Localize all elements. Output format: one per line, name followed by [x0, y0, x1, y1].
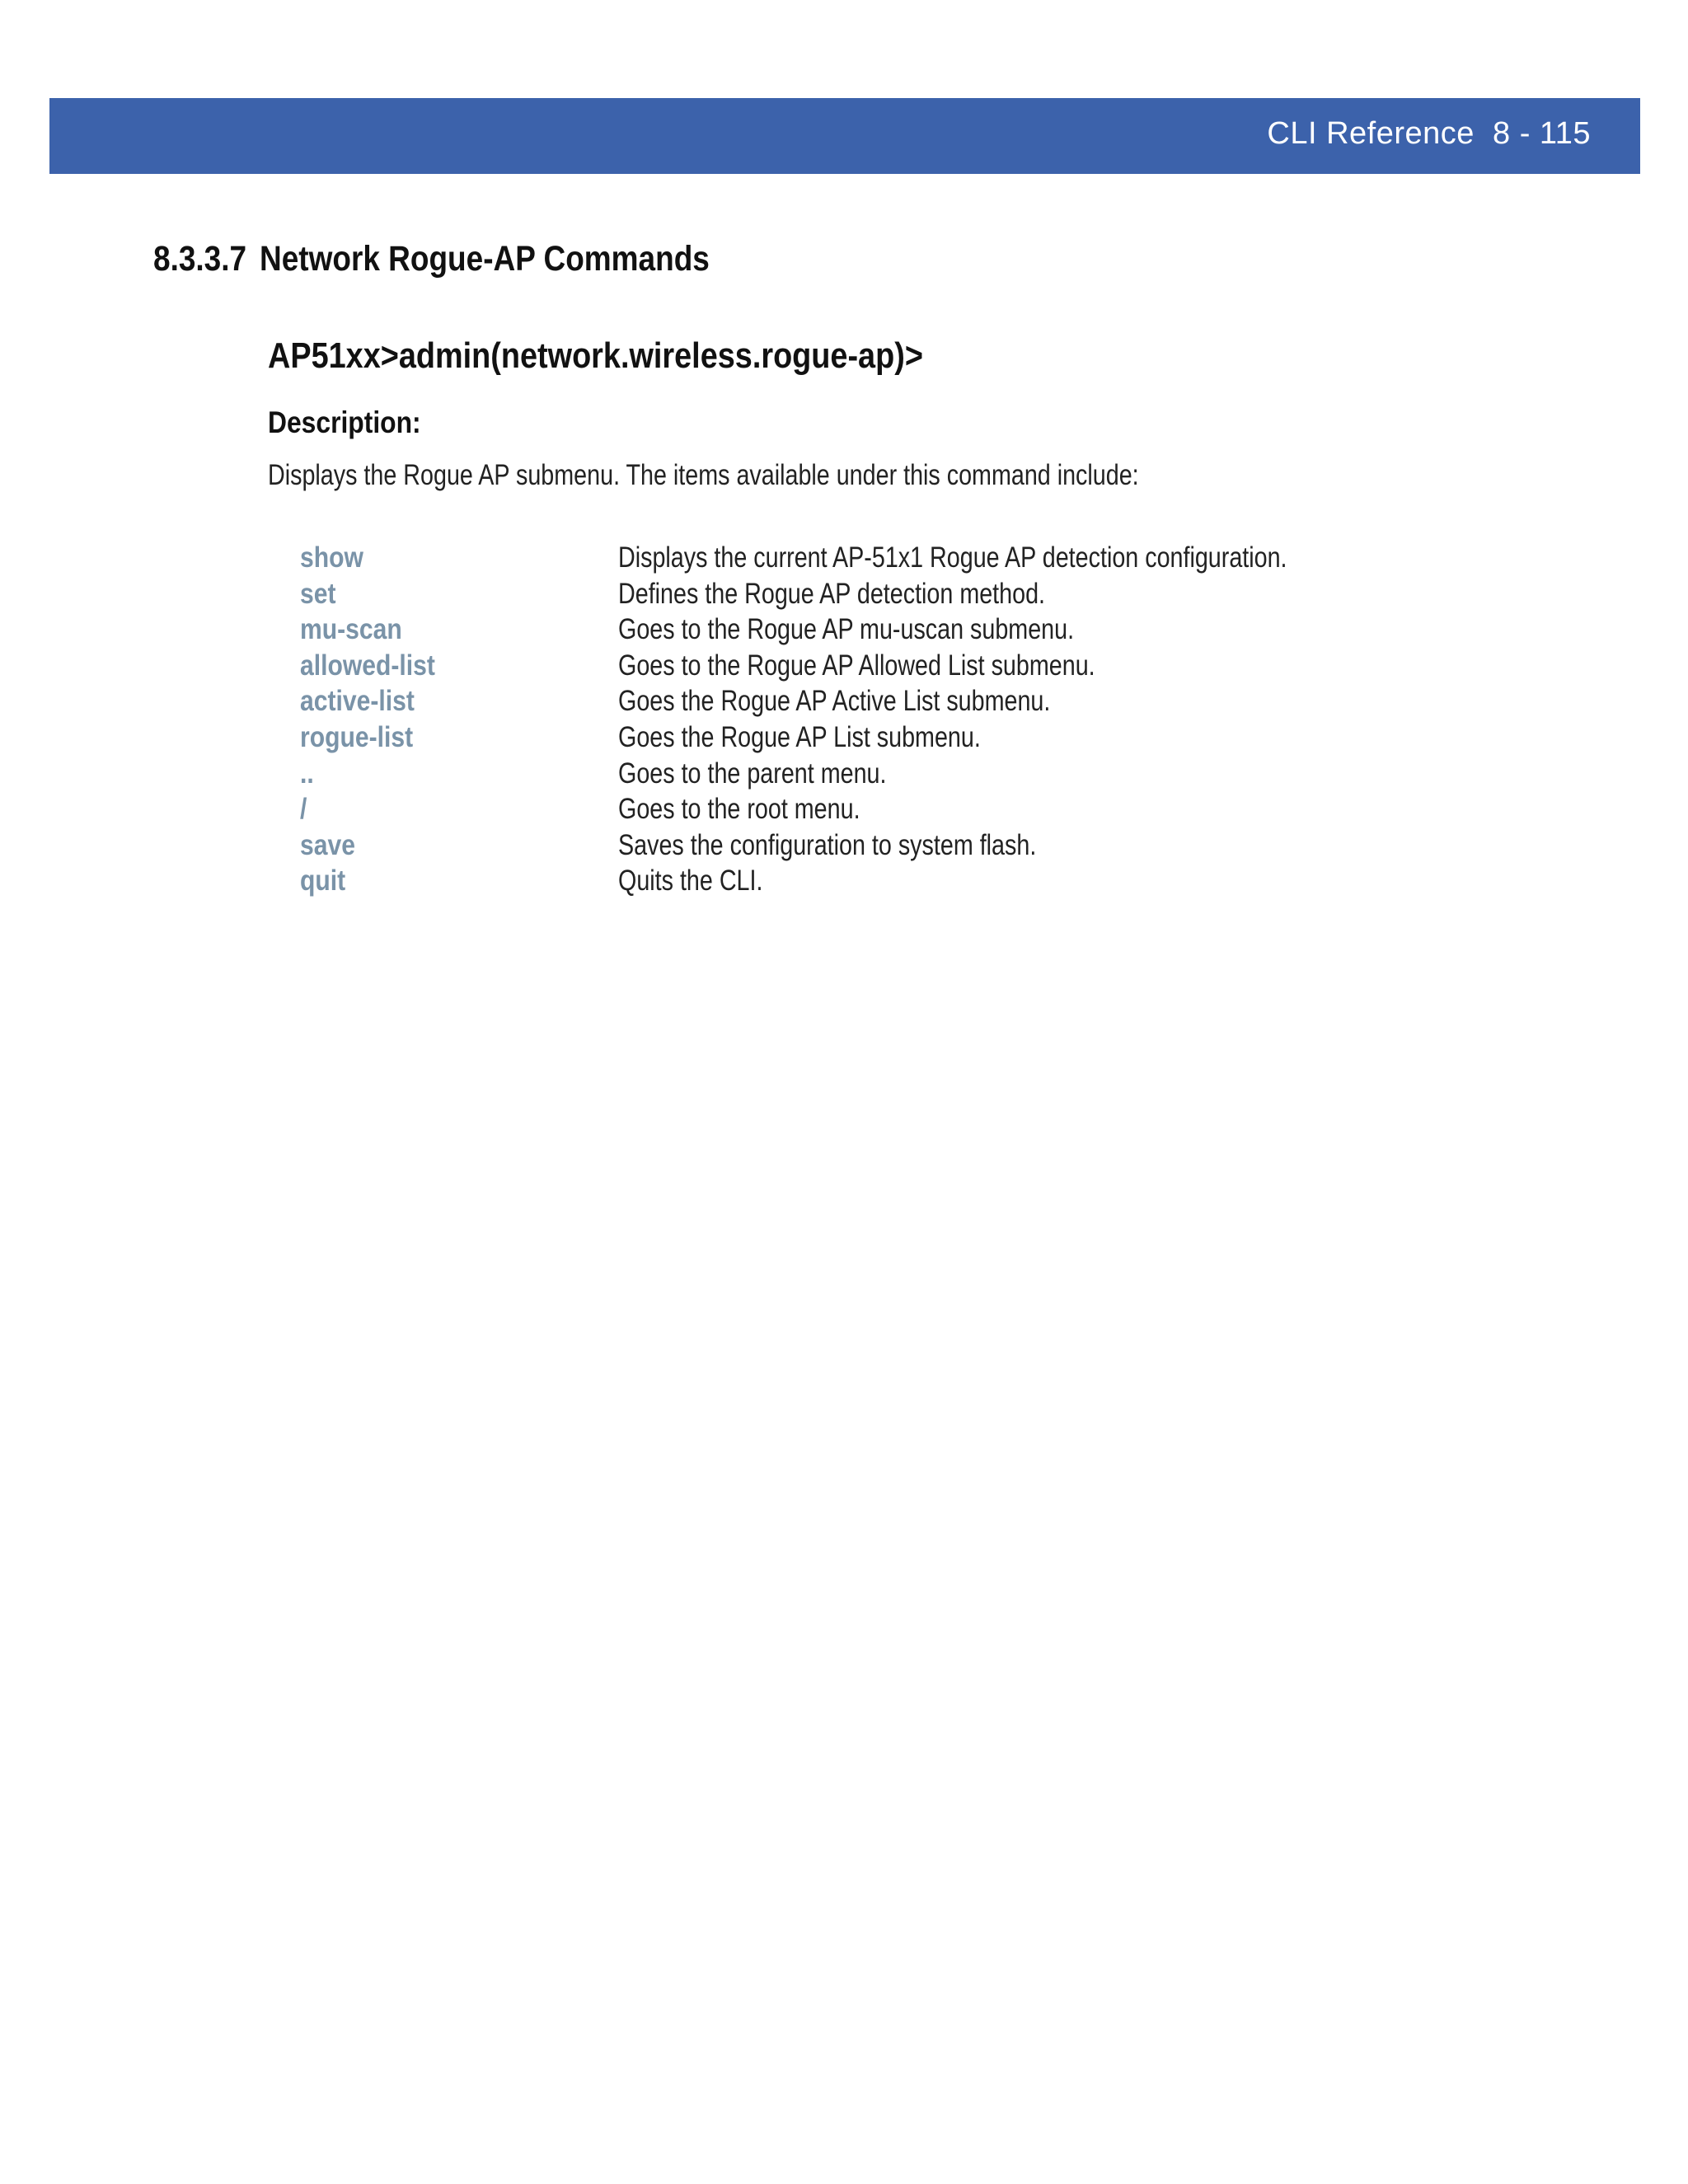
command-row — [300, 541, 1536, 578]
command-row — [300, 578, 1536, 614]
page-header-bar — [49, 98, 1640, 174]
command-name: set — [300, 577, 336, 610]
command-description: Goes the Rogue AP Active List submenu. — [618, 685, 1051, 718]
command-description: Goes to the parent menu. — [618, 757, 887, 790]
command-name: mu-scan — [300, 613, 402, 646]
command-row — [300, 649, 1536, 686]
command-name: save — [300, 828, 355, 861]
section-title: Network Rogue-AP Commands — [260, 239, 710, 279]
command-description: Displays the current AP-51x1 Rogue AP detection configuration. — [618, 541, 1287, 574]
command-description: Goes to the Rogue AP Allowed List submenu. — [618, 649, 1095, 682]
command-name: allowed-list — [300, 649, 435, 682]
command-name: quit — [300, 865, 346, 898]
section-heading — [153, 239, 710, 279]
command-name: show — [300, 541, 363, 574]
command-prompt: AP51xx>admin(network.wireless.rogue-ap)> — [268, 335, 923, 376]
description-text: Displays the Rogue AP submenu. The items available under this command include: — [268, 459, 1139, 491]
command-name: active-list — [300, 685, 415, 718]
section-number: 8.3.3.7 — [153, 239, 247, 279]
command-description: Goes the Rogue AP List submenu. — [618, 720, 981, 753]
command-row — [300, 829, 1536, 865]
command-description: Defines the Rogue AP detection method. — [618, 577, 1046, 610]
running-header: CLI Reference 8 - 115 — [1267, 116, 1591, 151]
command-list — [300, 541, 1536, 901]
command-name: .. — [300, 757, 314, 790]
command-name: rogue-list — [300, 720, 414, 753]
command-row — [300, 721, 1536, 757]
command-description: Goes to the Rogue AP mu-uscan submenu. — [618, 613, 1075, 646]
command-row — [300, 865, 1536, 901]
command-row — [300, 757, 1536, 794]
command-row — [300, 793, 1536, 829]
command-name: / — [300, 793, 307, 826]
description-label: Description: — [268, 405, 421, 439]
command-description: Quits the CLI. — [618, 865, 763, 898]
command-description: Saves the configuration to system flash. — [618, 828, 1037, 861]
command-row — [300, 685, 1536, 721]
command-row — [300, 613, 1536, 649]
command-description: Goes to the root menu. — [618, 793, 860, 826]
